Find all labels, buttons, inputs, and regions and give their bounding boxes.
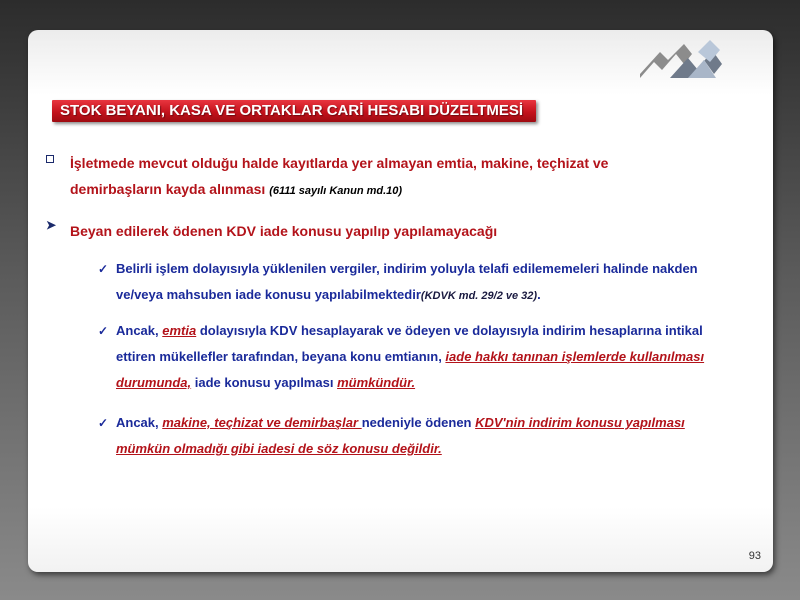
sub-1-reference: (KDVK md. 29/2 ve 32) bbox=[420, 290, 538, 302]
sub-item-1 bbox=[98, 256, 738, 309]
sub-2-highlight-emtia: emtia bbox=[162, 323, 197, 338]
square-bullet-icon bbox=[46, 150, 58, 163]
checkmark-icon: ✓ bbox=[98, 262, 109, 276]
bullet-2-body bbox=[46, 218, 686, 244]
sub-3-highlight-kdv: KDV'nin indirim konusu yapılması mümkün olmadığı gibi iadesi de söz konusu değildir. bbox=[116, 415, 685, 456]
bullet-item-2 bbox=[46, 218, 686, 244]
bullet-item-1 bbox=[46, 150, 686, 204]
bullet-1-text: İşletmede mevcut olduğu halde kayıtlarda yer almayan emtia, makine, teçhizat ve demirbaşların kayda alınması bbox=[70, 155, 609, 197]
sub-2-text-2: dolayısıyla KDV hesaplayarak ve ödeyen ve dolayısıyla indirim hesaplarına intikal ettiren mükellefler tarafından, beyana konu emtianın, bbox=[116, 323, 703, 364]
sub-2-text-3: iade konusu yapılması bbox=[191, 375, 338, 390]
sub-item-3 bbox=[98, 410, 738, 462]
arrow-bullet-icon: ➤ bbox=[46, 218, 57, 232]
sub-3-text-2: nedeniyle ödenen bbox=[361, 415, 476, 430]
sub-3-highlight-makine: makine, teçhizat ve demirbaşlar bbox=[162, 415, 362, 430]
page-number: 93 bbox=[748, 550, 761, 562]
sub-2-text-1: Ancak, bbox=[116, 323, 163, 338]
sub-item-2 bbox=[98, 318, 738, 396]
sub-1-end: . bbox=[537, 287, 541, 302]
sub-2-highlight-mumkun: mümkündür. bbox=[337, 375, 416, 390]
slide-title: STOK BEYANI, KASA VE ORTAKLAR CARİ HESABI DÜZELTMESİ bbox=[60, 102, 524, 119]
sub-1-text: Belirli işlem dolayısıyla yüklenilen vergiler, indirim yoluyla telafi edilememeleri halinde nakden ve/veya mahsuben iade konusu yapılabilmektedir bbox=[116, 261, 698, 302]
sub-2-body bbox=[98, 318, 738, 396]
slide bbox=[28, 30, 773, 572]
bullet-1-body bbox=[46, 150, 686, 204]
sub-2-highlight-iade: iade hakkı tanınan işlemlerde kullanılması durumunda, bbox=[116, 349, 705, 390]
checkmark-icon: ✓ bbox=[98, 416, 109, 430]
bullet-2-text: Beyan edilerek ödenen KDV iade konusu yapılıp yapılamayacağı bbox=[70, 223, 498, 239]
sub-3-body bbox=[98, 410, 738, 462]
checkmark-icon: ✓ bbox=[98, 324, 109, 338]
sub-3-text-1: Ancak, bbox=[116, 415, 163, 430]
company-logo bbox=[640, 38, 770, 84]
sub-1-body bbox=[98, 256, 738, 309]
bullet-1-reference: (6111 sayılı Kanun md.10) bbox=[269, 185, 403, 197]
